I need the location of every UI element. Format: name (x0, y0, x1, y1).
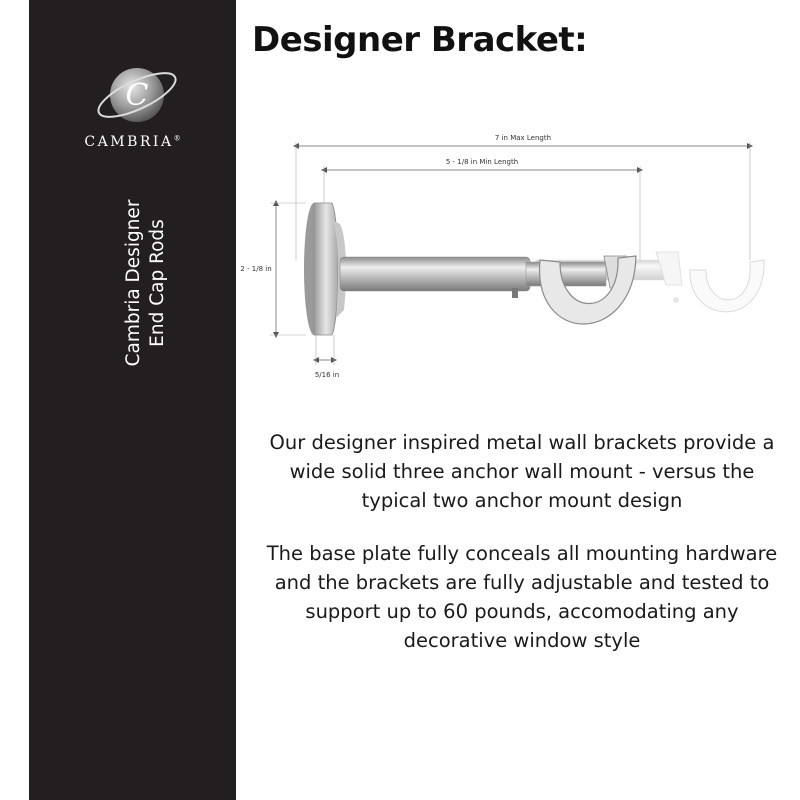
sidebar-panel (29, 0, 236, 800)
sliding-rod (526, 262, 606, 286)
height-label: 2 - 1/8 in (240, 265, 272, 273)
description-paragraph-2: The base plate fully conceals all mounting hardware and the brackets are fully adjustable and tested to support up to 60 pounds, accomodating any decorative window style (266, 542, 778, 652)
product-description (260, 428, 784, 679)
brand-name: CAMBRIA® (84, 134, 181, 150)
bracket-rod (340, 257, 530, 291)
min-length-label: 5 - 1/8 in Min Length (445, 158, 519, 166)
description-paragraph-1: Our designer inspired metal wall brackets provide a wide solid three anchor wall mount - versus the typical two anchor mount design (269, 431, 775, 512)
sidebar-title-line1: Cambria Designer (123, 199, 144, 367)
sidebar-vertical-title (122, 183, 170, 383)
cambria-logo-icon (92, 60, 182, 130)
sidebar-title-line2: End Cap Rods (147, 219, 168, 347)
bracket-diagram (236, 120, 800, 400)
set-screw (512, 288, 518, 298)
svg-text:C: C (125, 78, 149, 113)
page-title: Designer Bracket: (252, 20, 588, 60)
plate-label: 5/16 in (314, 371, 340, 379)
max-length-label: 7 in Max Length (494, 134, 552, 142)
registered-mark: ® (173, 134, 181, 143)
